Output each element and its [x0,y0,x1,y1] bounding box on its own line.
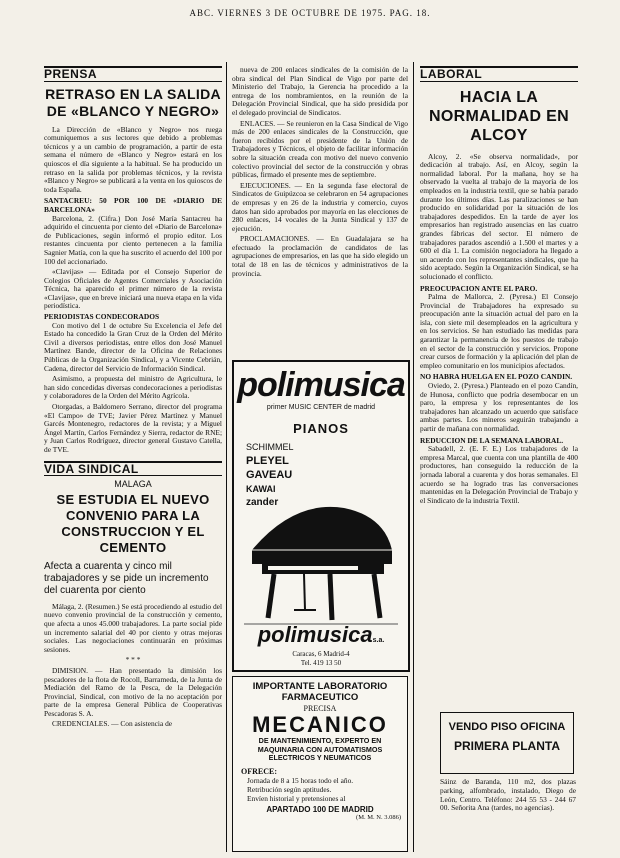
article-enlaces-body: ENLACES. — Se reunieron en la Casa Sindical de Vigo más de 200 enlaces sindicales de la Construcción, que fueron recibidos por el presidente de la Unión de Trabajadores y Técnicos, el objeto de facilitar información sobre la situación creada con motivo del nuevo convenio colectivo provincial del sector de la construcción y obras públicas, firmado el presente mes de septiembre. [232,118,408,180]
polimusica-phone: Tel. 419 13 50 [300,659,342,667]
piso-text: Sáinz de Baranda, 110 m2, dos plazas parking, alfombrado, instalado, Diego de León, Centro. Teléfono: 244 55 53 - 244 67 00. Señorita Ana (tardes, no agencias). [440,777,576,813]
column-center [232,66,408,356]
piso-line2: PRIMERA PLANTA [454,739,560,753]
headline-retraso: RETRASO EN LA SALIDA DE «BLANCO Y NEGRO» [45,85,221,119]
subhead-semana: REDUCCION DE LA SEMANA LABORAL. [420,435,564,445]
polimusica-address: Caracas, 6 Madrid-4 [292,650,350,658]
ad-vendo-piso [420,712,578,850]
article-dimision-body: DIMISION. — Han presentado la dimisión los pescadores de la flota de Rocoll, Barrameda, de la Junta de Mediación del Ramo de la Pesca, de la Delegación Provincial, Sindical, con motivo de la no aceptación por parte de la empresa General Pública de Cooperativas Pescadoras S. A. [44,665,222,718]
lab-offer2: Retribución según aptitudes. [247,784,332,794]
article-convenio-body: Málaga, 2. (Resumen.) Se está procediendo al estudio del nuevo convenio provincial de la construcción y cemento, que afecta a unos 45.000 trabajadores. La parte social pide un incremento salarial del 40 por ciento y otras mejoras sociales. Las negociaciones continuarán en próximas sesiones. [44,601,222,654]
article-retraso-body: La Dirección de «Blanco y Negro» nos ruega comuniquemos a sus lectores que debido a problemas técnicos y a un cambio de programación, a partir de esta semana el número de «Blanco y Negro» estará en los quioscos el día siguiente a la habitual. Se ha producido un retraso en la salida por problemas técnicos, y la revista «Blanco y Negro» se publicará a la venta en los quioscos de toda España. [44,124,222,194]
headline-convenio: SE ESTUDIA EL NUEVO CONVENIO PARA LA CONSTRUCCION Y EL CEMENTO [56,491,210,555]
article-semana-body: Sabadell, 2. (E. F. E.) Los trabajadores de la empresa Marcal, que cuenta con una plantilla de 400 productores, han conseguido la reducción de la jornada laboral a cuarenta y dos horas semanales. El acuerdo se ha logrado tras las conversaciones mantenidas en la Delegación Provincial de Trabajo y el Sindicato de la industria Textil. [420,444,578,505]
subhead-periodistas: PERIODISTAS CONDECORADOS [44,312,160,322]
brand-gaveau: GAVEAU [246,469,293,481]
article-enlaces-intro: nueva de 200 enlaces sindicales de la comisión de la obra sindical del Plan Sindical de Vigo por parte del Ministerio del Trabajo, la Gerencia ha procedido a la entrega de los nombramientos, en la reunión de la Delegación Provincial Sindical, que ha sido presidida por el delegado provincial de Sindicatos. [232,66,408,117]
deck-convenio: Afecta a cuarenta y cinco mil trabajadores y se pide un incremento del cuarenta por ciento [44,560,209,596]
separator-stars: * * * [125,655,141,665]
brand-pleyel: PLEYEL [246,455,289,467]
headline-alcoy: HACIA LA NORMALIDAD EN ALCOY [429,88,569,144]
article-paro-body: Palma de Mallorca, 2. (Pyresa.) El Consejo Provincial de Trabajadores ha expresado su preocupación ante la situación actual del paro en la isla, con siete mil desempleados en la agricultura y en los servicios. Se han estudiado las medidas para garantizar la permanencia de los puestos de trabajo en el sector de la construcción y servicios. Propone crear cursos de formación y la aplicación del plan de empleo comunitario en los municipios afectados. [420,292,578,370]
brand-schimmel: SCHIMMEL [246,442,294,452]
article-santacreu-body: Barcelona, 2. (Cifra.) Don José María Santacreu ha adquirido el cincuenta por ciento del «Diario de Barcelona» de Publicaciones, según informó el propio editor. Los restantes cincuenta por ciento pertenecen a la familia Sagnier Matía, con la que ha suscrito el acuerdo del 100 por 100 del accionariado. [44,213,222,266]
article-ejecuciones-body: EJECUCIONES. — En la segunda fase electoral de Sindicatos de Guipúzcoa se celebraron en 54 agrupaciones de empresas y en 26 de la industria y comercio, cuyos datos han sido aprobados por mayoría en las elecciones de 280 enlaces, 14 vocales de la Junta Sindical y 137 de ejecución. [232,180,408,233]
lab-line4: MECANICO [252,712,388,737]
brand-zander: zander [246,497,279,508]
polimusica-tagline: primer MUSIC CENTER de madrid [266,404,376,411]
article-periodistas-body-2: Asimismo, a propuesta del ministro de Agricultura, le han sido concedidas diversas condecoraciones a periodistas y colaboradores de la Orden del Mérito Agrícola. [44,374,222,401]
column-divider-right [413,62,414,852]
article-clavijas-body: «Clavijas» — Editada por el Consejo Superior de Colegios Oficiales de Agentes Comerciales y Asociación Técnica, ha aparecido el primer número de la revista «Clavijas», que en breve iniciará una nueva etapa en la vida periodística. [44,267,222,311]
ad-laboratorio [232,676,408,852]
lab-line2: FARMACEUTICO [281,692,359,703]
polimusica-suffix: s.a. [372,637,385,644]
polimusica-logo: polimusica [237,366,405,404]
lab-line5: DE MANTENIMIENTO, EXPERTO EN MAQUINARIA CON AUTOMATISMOS ELECTRICOS Y NEUMATICOS [257,736,383,763]
page-masthead: ABC. VIERNES 3 DE OCTUBRE DE 1975. PAG. 18. [189,8,431,18]
column-divider-left [226,62,227,852]
section-laboral: LABORAL [420,66,578,82]
lab-ref: (M. M. N. 3.086) [356,813,401,821]
dateline-malaga: MALAGA [114,479,152,490]
article-periodistas-body: Con motivo del 1 de octubre Su Excelencia el Jefe del Estado ha concedido la Gran Cruz de la Orden del Mérito Civil a diversos periodistas, entre ellos don José Manuel Martínez Bande, director de la Oficina de Relaciones Públicas de la Organización Sindical, y a Vicente Cebrián, Cadena, director del Servicio de Información Sindical. [44,320,222,373]
article-periodistas-body-3: Otorgadas, a Baldomero Serrano, director del programa «El Campo» de TVE; Javier Pérez Martínez y Manuel Garcés Montenegro, redactores de la revista; y a Miguel Ángel Martín, Carlos Fernández y Sierra, redactor de RNE; y Juan Carlos Rodríguez, director general Gustavo Catella, de TVE. [44,402,222,454]
pianos-title: PIANOS [293,421,349,436]
piso-frame [440,712,574,774]
lab-line1: IMPORTANTE LABORATORIO [252,681,388,692]
polimusica-logo-2: polimusica [257,622,373,647]
lab-line3: PRECISA [303,704,337,713]
piso-line1: VENDO PISO OFICINA [448,721,566,733]
section-prensa: PRENSA [44,66,222,82]
subhead-candin: NO HABRA HUELGA EN EL POZO CANDIN. [420,372,573,382]
column-right [420,66,578,706]
article-proclamaciones-body: PROCLAMACIONES. — En Guadalajara se ha efectuado la proclamación de candidatos de las agrupaciones de empresarios, en las que ha sido elegido un total de 18 en las de técnicos y administrativos de la provincia. [232,234,408,278]
lab-offer3: Envíen historial y pretensiones al [247,793,346,803]
article-credenciales-body: CREDENCIALES. — Con asistencia de [52,719,173,729]
article-candin-body: Oviedo, 2. (Pyresa.) Planteado en el pozo Candín, de Hunosa, conflicto que podría desembocar en un paro, la empresa y los representantes de los trabajadores han alcanzado un acuerdo que satisface ambas partes. Los mineros seguirán trabajando a partir de mañana con normalidad. [420,381,578,433]
ad-polimusica [232,360,410,672]
lab-offer1: Jornada de 8 a 15 horas todo el año. [247,775,354,785]
section-vida-sindical: VIDA SINDICAL [44,461,222,477]
brand-kawai: KAWAI [246,484,276,494]
subhead-santacreu: SANTACREU: 50 POR 100 DE «DIARIO DE BARCELONA» [44,196,222,214]
subhead-paro: PREOCUPACION ANTE EL PARO. [420,283,538,293]
article-alcoy-body: Alcoy, 2. «Se observa normalidad», por dedicación al trabajo. Así, en Alcoy, según la normalidad laboral. Por la mañana, hoy se ha observado la vuelta al trabajo de la mayoría de los empleados en la industria textil, que se había parado durante los últimos días. Las paralizaciones se han producido en solidaridad por la situación de los trabajadores despedidos. En la tarde de ayer los empresarios han registrado ausencias en las cuatro grandes fábricas del sector. El número de trabajadores parados ascendió a 1.500 el martes y a 600 el día 1. La comisión negociadora ha llegado a un acuerdo con los representantes sindicales, que ha sido aceptado. Según la Organización Sindical, se ha solucionado el conflicto. [420,151,578,281]
column-left [44,66,222,852]
grand-piano-illustration [234,490,408,630]
polimusica-logo-bottom [234,624,408,652]
lab-offers-title: OFRECE: [241,766,277,776]
lab-apartado: APARTADO 100 DE MADRID [266,804,374,814]
